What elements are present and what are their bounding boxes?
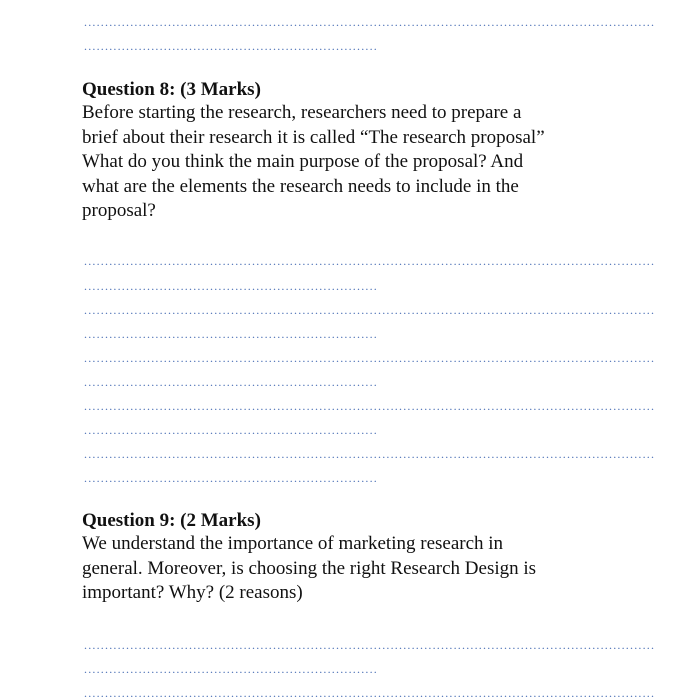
answer-line[interactable]: ...................................................................... [84, 423, 378, 437]
question-8-line: proposal? [82, 200, 156, 221]
answer-line[interactable]: ........................................................................................................................................ [84, 399, 656, 413]
question-8-line: brief about their research it is called “The research proposal” [82, 126, 545, 148]
answer-line[interactable]: ........................................................................................................................................ [84, 447, 656, 461]
answer-line[interactable]: ........................................................................................................................................ [84, 686, 656, 700]
question-8-line: Before starting the research, researchers need to prepare a [82, 102, 522, 123]
question-9-text [82, 532, 612, 606]
answer-line[interactable]: ...................................................................... [84, 662, 378, 676]
answer-line[interactable]: ........................................................................................................................................ [84, 351, 656, 365]
question-8-line: What do you think the main purpose of the proposal? And [82, 151, 524, 172]
answer-line[interactable]: ...................................................................... [84, 471, 378, 485]
question-8-line: what are the elements the research needs to include in the [82, 175, 519, 197]
answer-line[interactable]: ........................................................................................................................................ [84, 638, 656, 652]
answer-line[interactable]: ...................................................................... [84, 327, 378, 341]
answer-line[interactable]: ...................................................................... [84, 279, 378, 293]
answer-line[interactable]: ........................................................................................................................................ [84, 254, 656, 268]
question-8-text [82, 101, 612, 224]
question-8-title: Question 8: (3 Marks) [82, 79, 261, 100]
question-9-title: Question 9: (2 Marks) [82, 510, 261, 531]
answer-line[interactable]: ...................................................................... [84, 39, 378, 53]
answer-line[interactable]: ...................................................................... [84, 375, 378, 389]
answer-line[interactable]: ........................................................................................................................................ [84, 303, 656, 317]
answer-line[interactable]: ........................................................................................................................................ [84, 15, 656, 29]
question-9-line: general. Moreover, is choosing the right Research Design is [82, 557, 537, 579]
question-9-line: We understand the importance of marketing research in [82, 533, 504, 554]
question-9-line: important? Why? (2 reasons) [82, 582, 303, 603]
